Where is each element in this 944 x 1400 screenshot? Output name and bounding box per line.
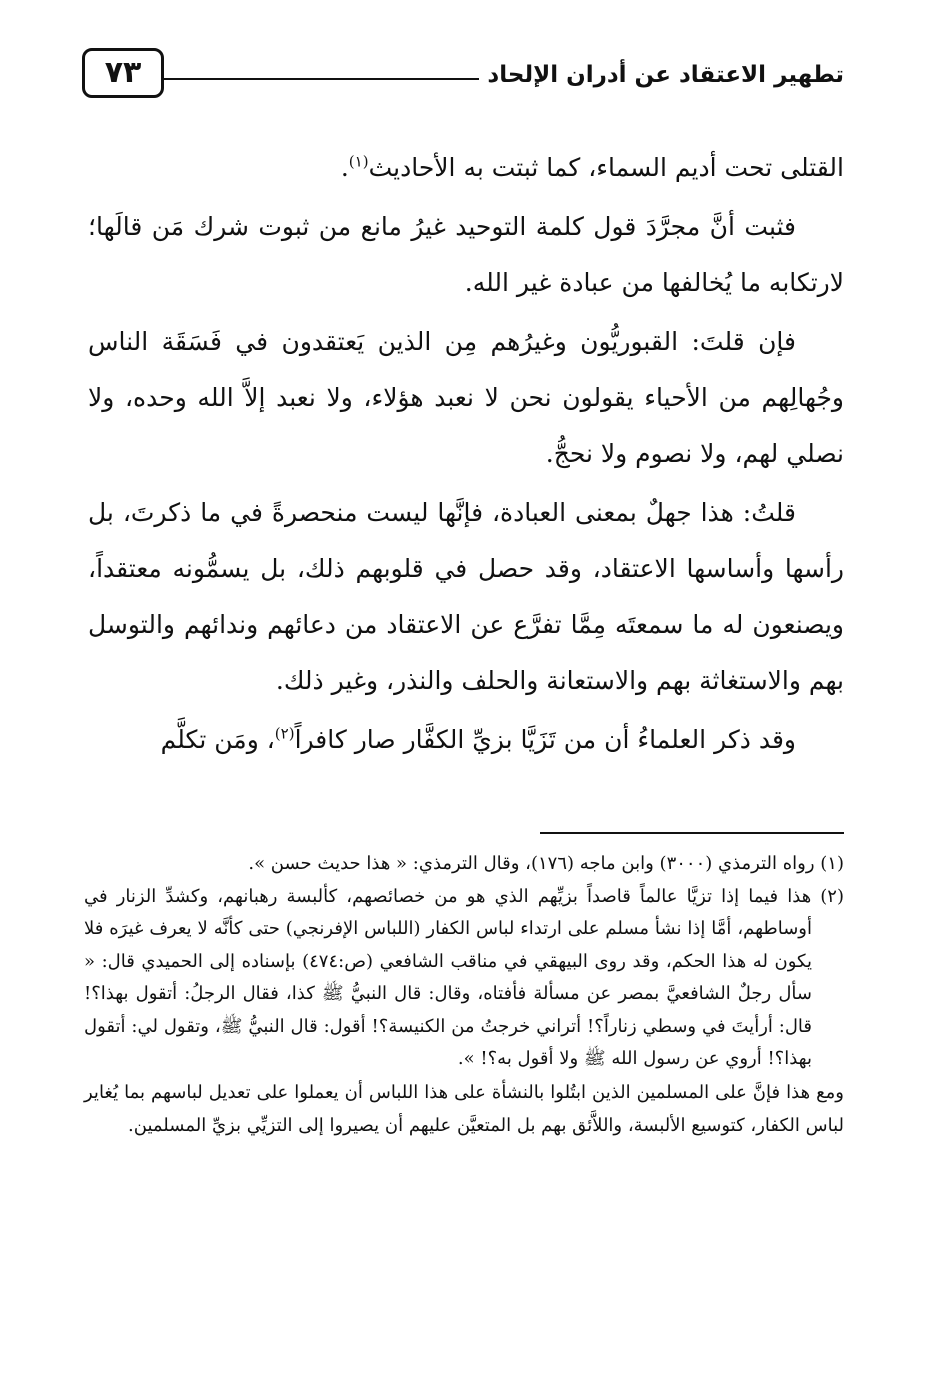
running-title: تطهير الاعتقاد عن أدران الإلحاد — [479, 60, 844, 90]
paragraph-3: فإن قلتَ: القبوريُّون وغيرُهم مِن الذين يَعتقدون في فَسَقَة الناس وجُهالِهم من الأحياء يقولون نحن لا نعبد هؤلاء، ولا نعبد إلاَّ الله وحده، ولا نصلي لهم، ولا نصوم ولا نحجُّ. — [88, 327, 844, 468]
paragraph-5-end: ، ومَن تكلَّم — [160, 725, 275, 754]
footnote-ref-2: (٢) — [274, 724, 295, 743]
paragraph-5-text: وقد ذكر العلماءُ أن من تَزَيَّا بزيِّ الكفَّار صار كافراً — [294, 725, 796, 754]
page-number: ٧٣ — [82, 48, 164, 98]
main-text — [88, 140, 844, 771]
paragraph-1 — [88, 140, 844, 196]
footnote-2-continuation: ومع هذا فإنَّ على المسلمين الذين ابتُلوا بالنشأة على هذا اللباس أن يعملوا على تعديل لباسهم بما يُغاير لباس الكفار، كتوسيع الألبسة، واللاَّئق بهم بل المتعيَّن عليهم أن يصيروا إلى التزيِّي بزيِّ المسلمين. — [84, 1081, 844, 1136]
paragraph-2: فثبت أنَّ مجرَّدَ قول كلمة التوحيد غيرُ مانع من ثبوت شرك مَن قالَها؛ لارتكابه ما يُخالفها من عبادة غير الله. — [88, 212, 844, 297]
paragraph-1-text: القتلى تحت أديم السماء، كما ثبتت به الأحاديث — [368, 153, 844, 182]
page-header — [82, 48, 844, 104]
footnote-ref-1: (١) — [348, 152, 369, 171]
footnotes — [84, 848, 844, 1142]
paragraph-4: قلتُ: هذا جهلٌ بمعنى العبادة، فإنَّها ليست منحصرةً في ما ذكرتَ، بل رأسها وأساسها الاعتقاد، وقد حصل في قلوبهم ذلك، بل يسمُّونه معتقداً، ويصنعون له ما سمعتَه مِمَّا تفرَّع عن الاعتقاد من دعائهم وندائهم والتوسل بهم والاستغاثة بهم والاستعانة والحلف والنذر، وغير ذلك. — [88, 498, 844, 695]
footnote-1: (١) رواه الترمذي (٣٠٠٠) وابن ماجه (١٧٦)، وقال الترمذي: « هذا حديث حسن ». — [248, 853, 844, 874]
paragraph-5 — [88, 712, 844, 768]
paragraph-1-end: . — [340, 153, 349, 182]
footnote-separator — [540, 832, 844, 834]
footnote-2: (٢) هذا فيما إذا تزيَّا عالماً قاصداً بزيِّهم الذي هو من خصائصهم، كألبسة رهبانهم، وكشدِّ الزنار في أوساطهم، أمَّا إذا نشأ مسلم على ارتداء لباس الكفار (اللباس الإفرنجي) حتى كأنَّه لا يعرف غيرَه فلا يكون له هذا الحكم، وقد روى البيهقي في مناقب الشافعي (ص:٤٧٤) بإسناده إلى الحميدي قال: « سأل رجلٌ الشافعيَّ بمصر عن مسألة فأفتاه، وقال: قال النبيُّ ﷺ كذا، فقال الرجلُ: أتقول بهذا؟! قال: أرأيتَ في وسطي زناراً؟! أتراني خرجتُ من الكنيسة؟! أقول: قال النبيُّ ﷺ، وتقول لي: أتقول بهذا؟! أروي عن رسول الله ﷺ ولا أقول به؟! ». — [84, 885, 844, 1069]
